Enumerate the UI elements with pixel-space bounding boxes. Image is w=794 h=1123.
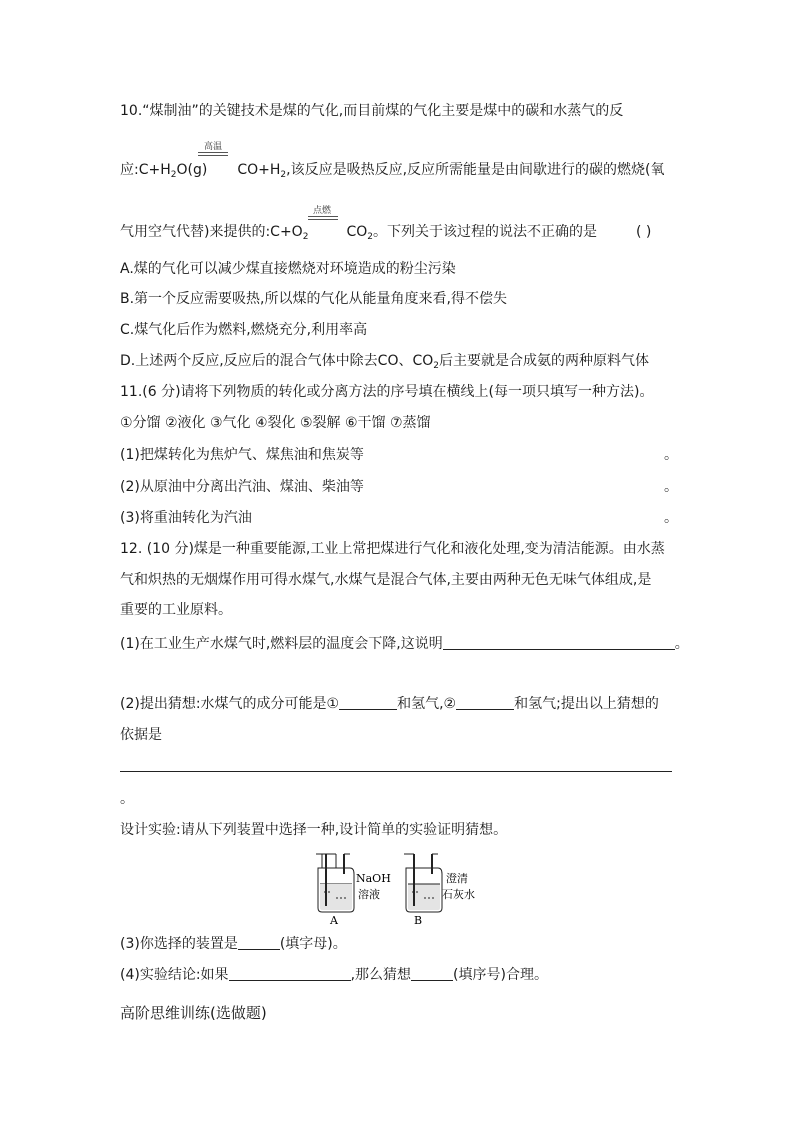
q11-part3-end: 。: [664, 510, 678, 526]
q12-part2-end: 。: [120, 791, 134, 807]
q12-part3: (3)你选择的装置是 (填字母)。: [120, 936, 347, 952]
q12-line2: 气和炽热的无烟煤作用可得水煤气,水煤气是混合气体,主要由两种无色无味气体组成,是: [120, 572, 652, 588]
reaction-condition-ignite: 点燃: [313, 206, 332, 216]
q12-part2: (2)提出猜想:水煤气的成分可能是① 和氢气,② 和氢气;提出以上猜想的: [120, 696, 659, 712]
equals-sign: [308, 216, 338, 220]
reaction-condition-high-temp: 高温: [204, 142, 223, 152]
q12-line3: 重要的工业原料。: [120, 602, 232, 618]
bottle-b-label-2: 石灰水: [442, 888, 475, 901]
answer-blank[interactable]: [443, 635, 675, 650]
answer-blank[interactable]: [339, 695, 397, 710]
answer-blank[interactable]: [238, 935, 280, 950]
q10-line3: 气用空气代替)来提供的$:C+O_2$ $CO_2$。下列关于该过程的说法不正确的是: [120, 224, 597, 242]
section-heading: 高阶思维训练(选做题): [120, 1004, 267, 1022]
q11-part1: (1)把煤转化为焦炉气、煤焦油和焦炭等: [120, 447, 364, 463]
q11-part1-end: 。: [664, 447, 678, 463]
q10-line2: 应$:C+H_2O(g)$ $CO+H_2$,该反应是吸热反应,反应所需能量是由间歇进行的碳的燃烧(氧: [120, 162, 665, 180]
bottle-b: [404, 854, 442, 912]
bottle-b-label-1: 澄清: [446, 872, 468, 885]
q12-part2-basis: 依据是: [120, 727, 162, 743]
bottle-a: [316, 854, 354, 912]
answer-line[interactable]: [120, 771, 672, 772]
q11-stem: 11.(6 分)请将下列物质的转化或分离方法的序号填在横线上(每一项只填写一种方法)。: [120, 384, 654, 400]
answer-blank[interactable]: [411, 966, 453, 981]
q11-part2-end: 。: [664, 479, 678, 495]
answer-parentheses: ( ): [636, 224, 652, 240]
option-c: C.煤气化后作为燃料,燃烧充分,利用率高: [120, 322, 368, 338]
q12-part4: (4)实验结论:如果 ,那么猜想 (填序号)合理。: [120, 967, 548, 983]
bottle-a-tag: A: [330, 914, 338, 927]
q12-part1: (1)在工业生产水煤气时,燃料层的温度会下降,这说明 。: [120, 636, 689, 652]
equals-sign: [198, 152, 228, 156]
bottle-a-label-2: 溶液: [358, 888, 380, 901]
q12-design: 设计实验:请从下列装置中选择一种,设计简单的实验证明猜想。: [120, 822, 508, 838]
q12-line1: 12. (10 分)煤是一种重要能源,工业上常把煤进行气化和液化处理,变为清洁能源。由水蒸: [120, 541, 665, 557]
answer-blank[interactable]: [456, 695, 514, 710]
q11-part3: (3)将重油转化为汽油: [120, 510, 252, 526]
q11-methods: ①分馏 ②液化 ③气化 ④裂化 ⑤裂解 ⑥干馏 ⑦蒸馏: [120, 415, 431, 431]
option-d: D.上述两个反应,反应后的混合气体中除去CO、$CO_2$后主要就是合成氨的两种原料气体: [120, 353, 650, 371]
option-a: A.煤的气化可以减少煤直接燃烧对环境造成的粉尘污染: [120, 261, 456, 277]
option-b: B.第一个反应需要吸热,所以煤的气化从能量角度来看,得不偿失: [120, 291, 507, 307]
q11-part2: (2)从原油中分离出汽油、煤油、柴油等: [120, 479, 364, 495]
q10-line1: 10.“煤制油”的关键技术是煤的气化,而目前煤的气化主要是煤中的碳和水蒸气的反: [120, 103, 624, 119]
answer-blank[interactable]: [229, 966, 351, 981]
gas-washing-bottles-figure: [310, 848, 490, 928]
bottle-b-tag: B: [414, 914, 423, 927]
bottle-a-label-1: NaOH: [356, 872, 391, 885]
